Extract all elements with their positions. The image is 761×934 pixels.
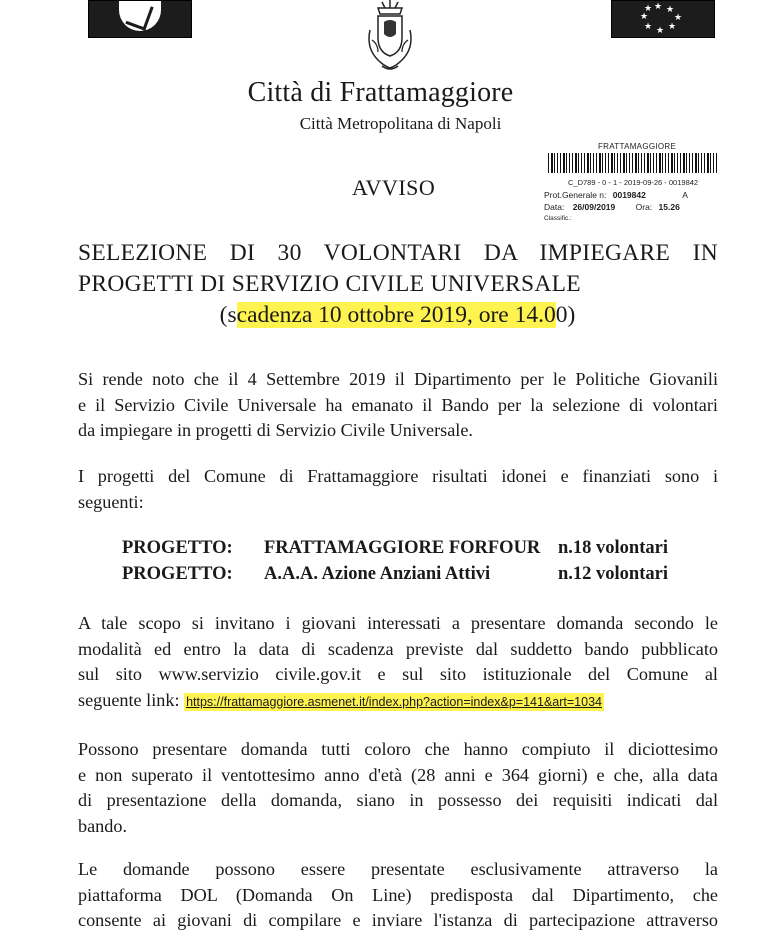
protocol-stamp <box>540 142 720 222</box>
title-line-2: PROGETTI DI SERVIZIO CIVILE UNIVERSALE <box>78 271 581 297</box>
comune-link[interactable]: https://frattamaggiore.asmenet.it/index.php?action=index&p=141&art=1034 <box>186 694 602 709</box>
para5-line: Le domande possono essere presentate esclusivamente attraverso la <box>78 859 718 879</box>
project-label: PROGETTO: <box>122 538 233 558</box>
para4-line: bando. <box>78 815 127 836</box>
date-label: Data: <box>544 202 565 212</box>
date-value: 26/09/2019 <box>572 202 616 212</box>
stamp-date-row <box>544 202 680 212</box>
regione-campania-emblem-icon <box>88 0 192 38</box>
stamp-code: C_D789 - 0 - 1 - 2019-09-26 - 0019842 <box>568 178 699 187</box>
prot-letter: A <box>682 190 688 200</box>
stamp-class-label: Classific.: <box>544 215 572 222</box>
para1-line: e il Servizio Civile Universale ha emanato il Bando per la selezione di volontari <box>78 394 718 415</box>
notice-label: AVVISO <box>352 175 436 200</box>
stamp-office: FRATTAMAGGIORE <box>598 142 677 151</box>
para4-line: di presentazione della domanda, siano in possesso dei requisiti indicati dal <box>78 790 718 810</box>
time-value: 15.26 <box>658 202 680 212</box>
deadline-close: 0) <box>555 302 576 328</box>
paragraph-submission <box>78 857 718 934</box>
prot-number: 0019842 <box>612 190 646 200</box>
para3-line: modalità ed entro la data di scadenza previste dal suddetto bando pubblicato <box>78 638 718 659</box>
coat-of-arms-icon <box>360 0 420 76</box>
deadline-highlight: cadenza 10 ottobre 2019, ore 14.0 <box>236 302 556 328</box>
prot-label: Prot.Generale n: <box>544 190 607 200</box>
paragraph-announcement <box>78 367 718 444</box>
stamp-protocol-row <box>544 190 688 200</box>
para2-line: I progetti del Comune di Frattamaggiore risultati idonei e finanziati sono i <box>78 466 718 486</box>
barcode-icon <box>548 153 718 173</box>
paragraph-projects-intro <box>78 464 718 515</box>
project-volunteers: n.18 volontari <box>558 538 668 558</box>
project-name: A.A.A. Azione Anziani Attivi <box>264 564 491 584</box>
project-name: FRATTAMAGGIORE FORFOUR <box>264 538 541 558</box>
para5-line: consente ai giovani di compilare e inviare l'istanza di partecipazione attraverso <box>78 910 718 930</box>
paragraph-application-info <box>78 611 718 715</box>
para3-line: sul sito www.servizio civile.gov.it e sul sito istituzionale del Comune al <box>78 664 718 684</box>
city-name: Città di Frattamaggiore <box>247 77 514 108</box>
para5-line: piattaforma DOL (Domanda On Line) predisposta dal Dipartimento, che <box>78 884 718 905</box>
para4-line: e non superato il ventottesimo anno d'età (28 anni e 364 giorni) e che, alla data <box>78 764 718 785</box>
project-label: PROGETTO: <box>122 564 233 584</box>
para1-line: Si rende noto che il 4 Settembre 2019 il Dipartimento per le Politiche Giovanili <box>78 369 718 389</box>
para4-line: Possono presentare domanda tutti coloro che hanno compiuto il diciottesimo <box>78 739 718 759</box>
link-prefix: seguente link: <box>78 689 185 710</box>
title-line-1: SELEZIONE DI 30 VOLONTARI DA IMPIEGARE IN <box>78 240 718 266</box>
para2-line: seguenti: <box>78 491 144 512</box>
deadline <box>0 302 761 329</box>
deadline-open: (s <box>219 302 237 328</box>
para1-line: da impiegare in progetti di Servizio Civile Universale. <box>78 420 473 440</box>
project-volunteers: n.12 volontari <box>558 564 668 584</box>
para3-link-line <box>78 688 718 716</box>
paragraph-eligibility <box>78 737 718 839</box>
eu-flag-icon: ★ ★ ★ ★ ★ ★ ★ ★ <box>611 0 715 38</box>
time-label: Ora: <box>635 202 653 212</box>
para3-line: A tale scopo si invitano i giovani interessati a presentare domanda secondo le <box>78 613 718 633</box>
city-subtitle: Città Metropolitana di Napoli <box>299 114 502 133</box>
